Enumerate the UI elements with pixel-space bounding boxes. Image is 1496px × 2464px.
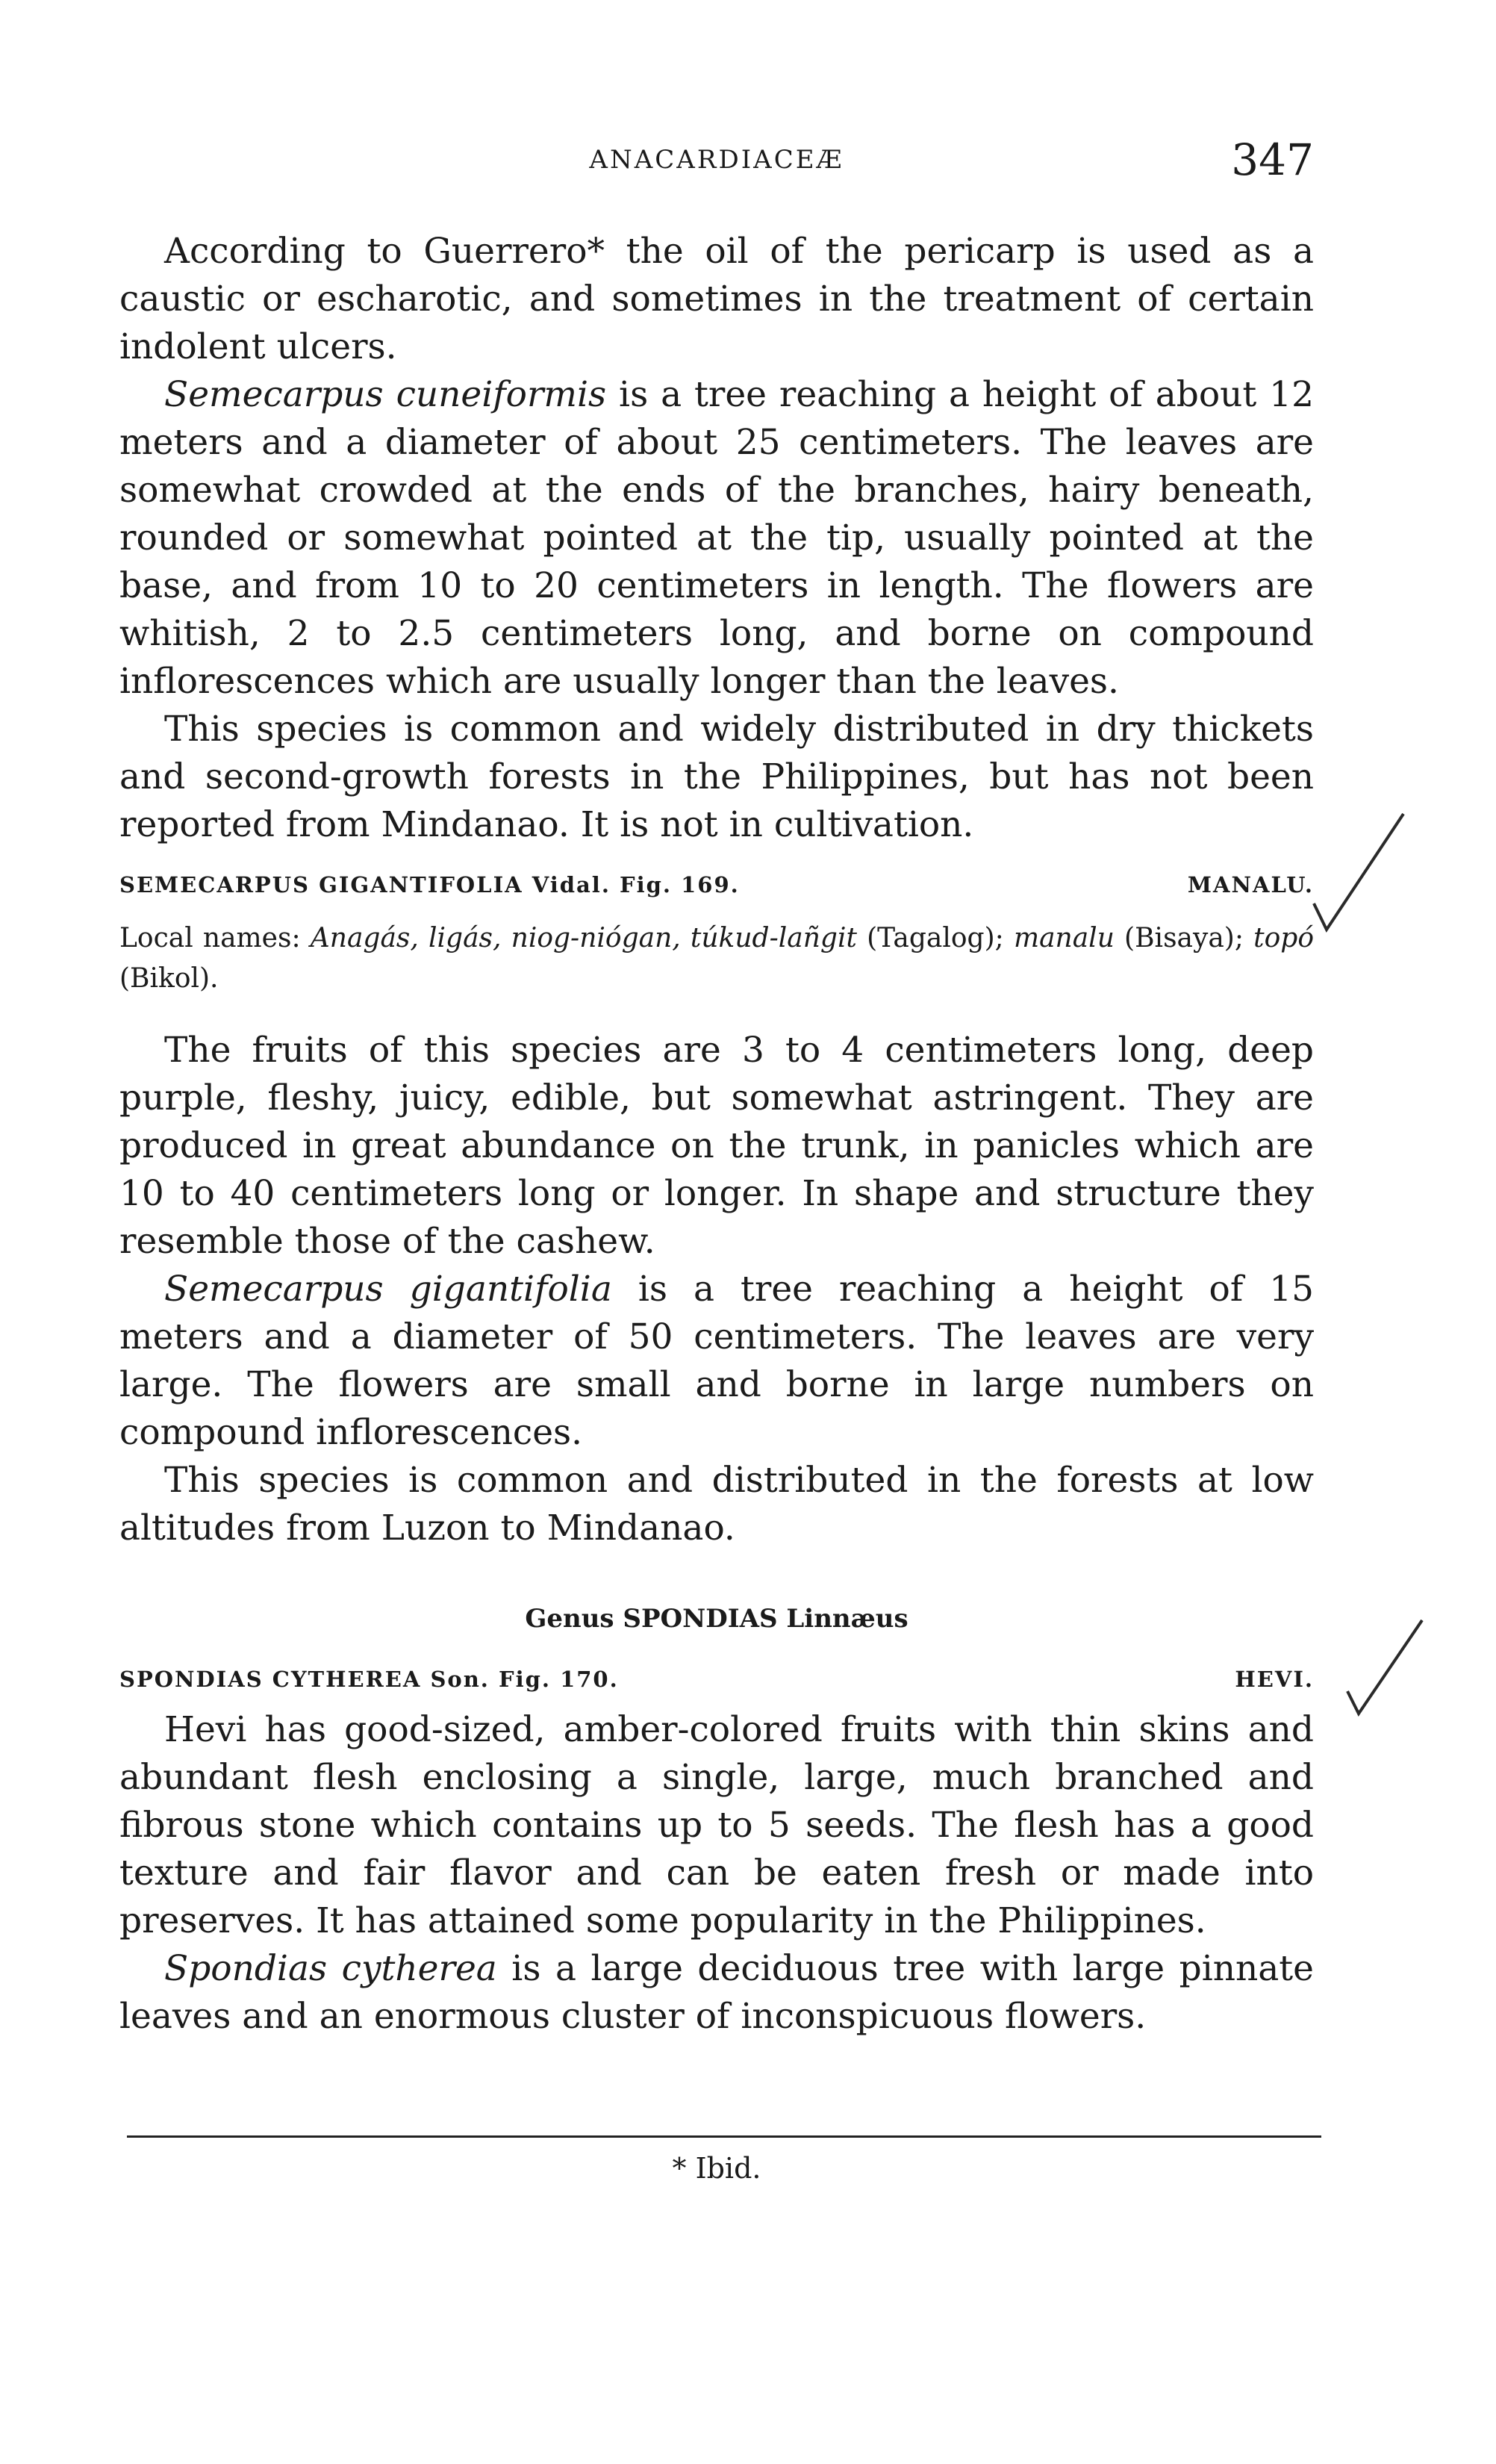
species-name-italic: Semecarpus gigantifolia xyxy=(164,1269,612,1310)
species-name-italic: Spondias cytherea xyxy=(164,1948,497,1989)
species-heading-label: SEMECARPUS GIGANTIFOLIA Vidal. Fig. 169. xyxy=(119,872,740,897)
species-heading-label: SPONDIAS CYTHEREA Son. Fig. 170. xyxy=(119,1667,619,1692)
footnote: * Ibid. xyxy=(672,2152,761,2185)
local-names-bikol: topó xyxy=(1253,923,1315,953)
paragraph-text: According to Guerrero xyxy=(164,231,588,272)
paragraph-cytherea-description xyxy=(119,1945,1314,2041)
page-number: 347 xyxy=(1231,134,1314,185)
language-bikol: (Bikol). xyxy=(119,963,219,994)
running-title: ANACARDIACEÆ xyxy=(589,145,844,175)
species-name-italic: Semecarpus cuneiformis xyxy=(164,374,607,415)
handwritten-checkmark-1 xyxy=(1310,810,1407,937)
species-heading-semecarpus-gigantifolia xyxy=(119,872,1314,897)
language-bisaya: (Bisaya); xyxy=(1114,923,1254,953)
text-block-2 xyxy=(119,1027,1314,1552)
local-names-label: Local names: xyxy=(119,923,311,953)
handwritten-checkmark-2 xyxy=(1344,1617,1426,1721)
genus-spondias-label: Genus SPONDIAS Linnæus xyxy=(525,1604,908,1634)
paragraph-hevi-fruits: Hevi has good-sized, amber-colored fruits with thin skins and abundant flesh enclosing a single, large, much branched and fibrous stone which contains up to 5 seeds. The flesh has a good texture and fair flavor and can be eaten fresh or made into preserves. It has attained some popularity in the Philippines. xyxy=(119,1709,1314,1941)
paragraph-gigantifolia-fruits: The fruits of this species are 3 to 4 centimeters long, deep purple, fleshy, juicy, edible, but somewhat astringent. They are produced in great abundance on the trunk, in panicles which are 10 to 40 centimeters long or longer. In shape and structure they resemble those of the cashew. xyxy=(119,1030,1314,1262)
common-name-label: HEVI. xyxy=(1235,1667,1314,1692)
text-block-3 xyxy=(119,1706,1314,2041)
local-names-block xyxy=(119,918,1314,999)
common-name-label: MANALU. xyxy=(1187,872,1314,897)
genus-heading xyxy=(119,1604,1314,1634)
paragraph-gigantifolia-description xyxy=(119,1266,1314,1457)
species-heading-spondias-cytherea xyxy=(119,1667,1314,1692)
footnote-rule xyxy=(127,2135,1321,2138)
local-names-bisaya: manalu xyxy=(1013,923,1115,953)
language-tagalog: (Tagalog); xyxy=(856,923,1014,953)
paragraph-cuneiformis-distribution: This species is common and widely distributed in dry thickets and second-growth forests in the Philippines, but has not been reported from Mindanao. It is not in cultivation. xyxy=(119,709,1314,845)
text-block-1 xyxy=(119,228,1314,849)
paragraph-gigantifolia-distribution: This species is common and distributed in the forests at low altitudes from Luzon to Mindanao. xyxy=(119,1460,1314,1549)
paragraph-text: is a large deciduous tree with large pinnate leaves and an enormous cluster of inconspicuous flowers. xyxy=(119,1948,1314,2037)
local-names-tagalog: Anagás, ligás, niog-niógan, túkud-lañgit xyxy=(310,923,857,953)
paragraph-pericarp-oil xyxy=(119,228,1314,371)
page-header xyxy=(119,134,1314,202)
local-names xyxy=(119,918,1314,999)
paragraph-text: is a tree reaching a height of about 12 meters and a diameter of about 25 centimeters. The leaves are somewhat crowded at the ends of the branches, hairy beneath, rounded or somewhat pointed at the tip, usually pointed at the base, and from 10 to 20 centimeters in length. The flowers are whitish, 2 to 2.5 centimeters long, and borne on compound inflorescences which are usually longer than the leaves. xyxy=(119,374,1314,702)
paragraph-text-footnote-ref: * the oil of the pericarp is used as a caustic or escharotic, and sometimes in the treatment of certain indolent ulcers. xyxy=(119,231,1315,367)
paragraph-cuneiformis-description xyxy=(119,371,1314,706)
paragraph-text: is a tree reaching a height of 15 meters and a diameter of 50 centimeters. The leaves are very large. The flowers are small and borne in large numbers on compound inflorescences. xyxy=(119,1269,1315,1453)
